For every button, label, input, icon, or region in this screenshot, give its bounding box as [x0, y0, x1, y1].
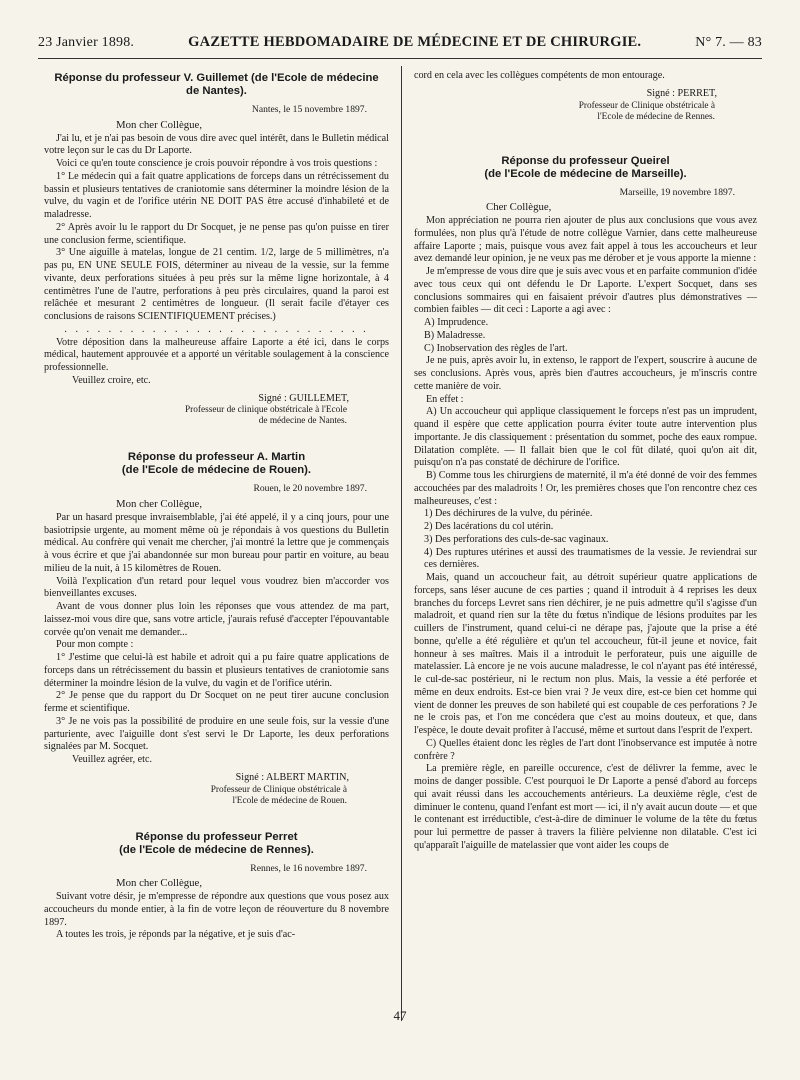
affiliation: Professeur de Clinique obstétricale à — [578, 100, 715, 111]
guillemet-heading — [44, 72, 389, 98]
affiliation: l'Ecole de médecine de Rennes. — [597, 111, 715, 122]
affiliation: Professeur de Clinique obstétricale à — [210, 784, 347, 795]
paragraph: A toutes les trois, je réponds par la négative, et je suis d'ac- — [56, 929, 296, 941]
paragraph: 3° Je ne vois pas la possibilité de produire en une seule fois, sur la vessie d'une parturiente, avec l'aiguille dont s'est servi le Dr Laporte, les deux perforations signalées par M. Socquet. — [44, 715, 389, 753]
paragraph: Mon appréciation ne pourra rien ajouter de plus aux conclusions que vous avez formulées, non plus qu'à l'étude de notre collègue Varnier, dans cette malheureuse affaire Laporte ; mais, puisque vous avez fait appel à tous les accoucheurs et leur avez demandé leur opinion, je ne veux pas me dérober et je vous apporte la mienne : — [414, 215, 757, 265]
paragraph: Votre déposition dans la malheureuse affaire Laporte a été ici, dans le corps médical, hautement approuvée et a apporté un véritable soulagement à la conscience professionnelle. — [44, 336, 389, 373]
paragraph: 2° Je pense que du rapport du Dr Socquet on ne peut tirer aucune conclusion ferme et scientifique. — [44, 690, 389, 714]
affiliation: Professeur de clinique obstétricale à l'Ecole — [185, 405, 347, 416]
paragraph: 2° Après avoir lu le rapport du Dr Socquet, je ne pense pas qu'on puisse en tirer une conclusion ferme, scientifique. — [44, 221, 389, 246]
letter-place-date: Rennes, le 16 novembre 1897. — [250, 862, 367, 874]
letter-place-date: Nantes, le 15 novembre 1897. — [251, 104, 367, 115]
header-rule — [38, 58, 762, 59]
signature: Signé : PERRET, — [646, 87, 717, 99]
heading-line: Réponse du professeur Queirel — [501, 154, 670, 167]
affiliation: l'Ecole de médecine de Rouen. — [232, 795, 347, 806]
letter-place-date: Rouen, le 20 novembre 1897. — [253, 483, 367, 495]
salutation: Mon cher Collègue, — [116, 118, 203, 131]
heading-line: Réponse du professeur A. Martin — [127, 451, 306, 464]
list-item: 1) Des déchirures de la vulve, du périnée. — [424, 508, 593, 520]
salutation: Cher Collègue, — [486, 201, 552, 214]
issue-date: 23 Janvier 1898. — [38, 35, 135, 50]
signature: Signé : ALBERT MARTIN, — [235, 771, 349, 783]
paragraph: 1° Le médecin qui a fait quatre applications de forceps dans un rétrécissement du bassin et plusieurs tentatives de craniotomie sans déterminer la moindre lésion de la vulve, du vagin et de l'orifice utérin NE DOIT PAS être accusé d'inhabileté et de maladresse. — [44, 170, 389, 220]
queirel-heading — [414, 155, 757, 181]
closing: Veuillez agréer, etc. — [72, 754, 152, 765]
perret-heading — [44, 831, 389, 857]
paragraph: J'ai lu, et je n'ai pas besoin de vous dire avec quel intérêt, dans le Bulletin médical votre leçon sur le cas du Dr Laporte. — [44, 132, 389, 157]
paragraph: Je m'empresse de vous dire que je suis avec vous et en parfaite communion d'idée avec tous ceux qui ont défendu le Dr Laporte. L'expert Socquet, dans ses conclusions sommaires qui en faisaient prévoir d'autres plus démonstratives — combien faibles — dit ceci : Laporte a agi avec : — [414, 266, 757, 316]
heading-line: (de l'Ecole de médecine de Rouen). — [121, 464, 312, 477]
paragraph: Je ne puis, après avoir lu, in extenso, le rapport de l'expert, souscrire à aucune de ses conclusions. Après vous, après bien d'autres accoucheurs, je m'inscris contre cette manière de voir. — [414, 355, 757, 392]
martin-heading — [44, 451, 389, 477]
left-column — [44, 70, 389, 1000]
paragraph: Pour mon compte : — [56, 639, 134, 651]
perret-letter — [44, 831, 389, 943]
paragraph: A) Un accoucheur qui applique classiquement le forceps n'est pas un imprudent, quand il espère que cette application pourra éviter toute autre intervention plus importante. Je dis classiquement : présentation du sommet, poche des eaux rompue. Dilatation complète. — Il fallait bien que le col fût dilaté, quoi qu'on ait dit, puisqu'on n'a pas constaté de déchirure de l'orifice. — [414, 406, 757, 469]
paragraph: Avant de vous donner plus loin les réponses que vous attendez de ma part, laissez-moi vous dire que, sans votre article, j'aurais refusé d'accepter l'épouvantable corvée qu'on venait me demander... — [44, 601, 389, 638]
paragraph: La première règle, en pareille occurence, c'est de délivrer la femme, avec le moins de danger possible. C'est pourquoi le Dr Laporte a pensé d'abord au forceps qui avait réussi dans les accouchements antérieurs. La deuxième règle, c'est de diminuer le contenu, quand l'enfant est mort — ici, il n'y avait aucun doute — et que le contenant est irréductible, c'est-à-dire de diminuer le volume de la tête du fœtus pour lui permettre de passer à travers la filière pelvienne non dilatable. C'est ici qu'apparaît l'aiguille de matelassier que vont aider les coups de — [414, 763, 757, 851]
paragraph: 1° J'estime que celui-là est habile et adroit qui a pu faire quatre applications de forceps dans un rétrécissement du bassin et plusieurs tentatives de craniotomie sans déterminer la moindre lésion de la vulve, du vagin et de l'orifice utérin. — [44, 652, 389, 689]
page-number: 47 — [393, 1008, 407, 1023]
affiliation: de médecine de Nantes. — [258, 416, 347, 427]
queirel-letter — [414, 155, 757, 853]
paragraph: cord en cela avec les collègues compétents de mon entourage. — [414, 70, 665, 81]
paragraph: Voilà l'explication d'un retard pour lequel vous voudrez bien m'accorder vos bienveillantes excuses. — [44, 575, 389, 600]
list-item: C) Inobservation des règles de l'art. — [424, 342, 568, 354]
closing: Veuillez croire, etc. — [72, 374, 151, 386]
paragraph: B) Comme tous les chirurgiens de maternité, il m'a été donné de voir des femmes accouchées par des maladroits ! Or, les premières choses que l'on rencontre chez ces malheureuses, c'est : — [414, 470, 757, 507]
ellipsis-line: . . . . . . . . . . . . . . . . . . . . . . . . . . . . — [64, 323, 369, 335]
running-header — [38, 34, 762, 54]
heading-line: de Nantes). — [186, 85, 247, 97]
paragraph: Par un hasard presque invraisemblable, j'ai été appelé, il y a cinq jours, pour une basiotripsie urgente, au moment même où je répondais à vos questions du Bulletin médical. Au confrère qui venait me chercher, j'ai montré la lettre que je commençais à vous écrire et que j'ai abandonnée sur mon bureau pour partir en voiture, au beau milieu de la nuit, à 15 kilomètres de Rouen. — [44, 511, 389, 574]
list-item: 3) Des perforations des culs-de-sac vaginaux. — [424, 533, 609, 545]
martin-letter — [44, 451, 389, 806]
heading-line: Réponse du professeur Perret — [135, 830, 298, 843]
letter-place-date: Marseille, 19 novembre 1897. — [619, 186, 735, 198]
signature: Signé : GUILLEMET, — [258, 392, 349, 404]
list-item: A) Imprudence. — [424, 317, 489, 328]
salutation: Mon cher Collègue, — [116, 877, 203, 890]
paragraph: 3° Une aiguille à matelas, longue de 21 centim. 1/2, large de 5 millimètres, n'a pas pu, EN UNE SEULE FOIS, déterminer au niveau de la vessie, sur la femme vivante, deux perforations situées à peu près sur la même ligne horizontale, à 4 centimètres l'une de l'autre, perforations à peu près circulaires, quand la paroi est relâchée et mesurant 2 centimètres de longueur. (Il serait facile d'étayer ces conclusions de raisons SCIENTIFIQUEMENT précises.) — [44, 247, 389, 322]
paragraph: Mais, quand un accoucheur fait, au détroit supérieur quatre applications de forceps, sans léser aucune de ces parties ; quand il introduit à 4 reprises les deux branches du forceps Levret sans rien déchirer, je ne puis admettre qu'il s'agisse d'un maladroit, et quand rien sur la tête du fœtus n'indique de lésions produites par les cuillers de l'instrument, quand celui-ci ne dérape pas, j'ajoute que la prise a été bonne, qu'elle a été régulière et qu'un tel accoucheur, fût-il jeune et novice, fait honneur à ses maîtres. Mais il a introduit le perforateur, puis une aiguille de matelassier. Là encore je ne vois aucune maladresse, le col n'ayant pas été intéressé, le cul-de-sac postérieur, ni le rectum non plus. Mais, la vessie a été perforée et même en deux endroits. Est-ce bien vrai ? Je veux dire, est-ce bien cet homme qui vient de donner les preuves de son habileté qui est coupable de ces perforations ? Je ne le crois pas, et l'on me concédera que c'est au moins douteux, et que, dans l'espèce, le doute devait profiter à l'accusé, même et surtout dans l'esprit de l'expert. — [414, 572, 757, 736]
journal-title: GAZETTE HEBDOMADAIRE DE MÉDECINE ET DE CHIRURGIE. — [188, 34, 642, 50]
paragraph: Suivant votre désir, je m'empresse de répondre aux questions que vous posez aux accoucheurs du monde entier, à la fin de votre leçon de réouverture du 8 novembre 1897. — [44, 891, 389, 928]
paragraph: Voici ce qu'en toute conscience je crois pouvoir répondre à vos trois questions : — [56, 158, 378, 169]
list-item: 4) Des ruptures utérines et aussi des traumatismes de la vessie. Je reviendrai sur ces dernières. — [424, 546, 757, 571]
heading-line: (de l'Ecole de médecine de Marseille). — [484, 167, 687, 180]
salutation: Mon cher Collègue, — [116, 498, 203, 510]
right-column — [414, 70, 757, 1000]
heading-line: (de l'Ecole de médecine de Rennes). — [119, 843, 314, 856]
list-item: B) Maladresse. — [424, 329, 486, 341]
column-divider — [401, 66, 402, 1021]
heading-line: Réponse du professeur V. Guillemet (de l'Ecole de médecine — [54, 72, 379, 84]
issue-number: N° 7. — 83 — [695, 35, 762, 50]
paragraph: En effet : — [426, 393, 464, 405]
guillemet-letter — [44, 72, 389, 427]
perret-letter-continued — [414, 70, 757, 123]
list-item: 2) Des lacérations du col utérin. — [424, 521, 554, 532]
paragraph: C) Quelles étaient donc les règles de l'art dont l'inobservance est imputée à notre confrère ? — [414, 737, 757, 762]
